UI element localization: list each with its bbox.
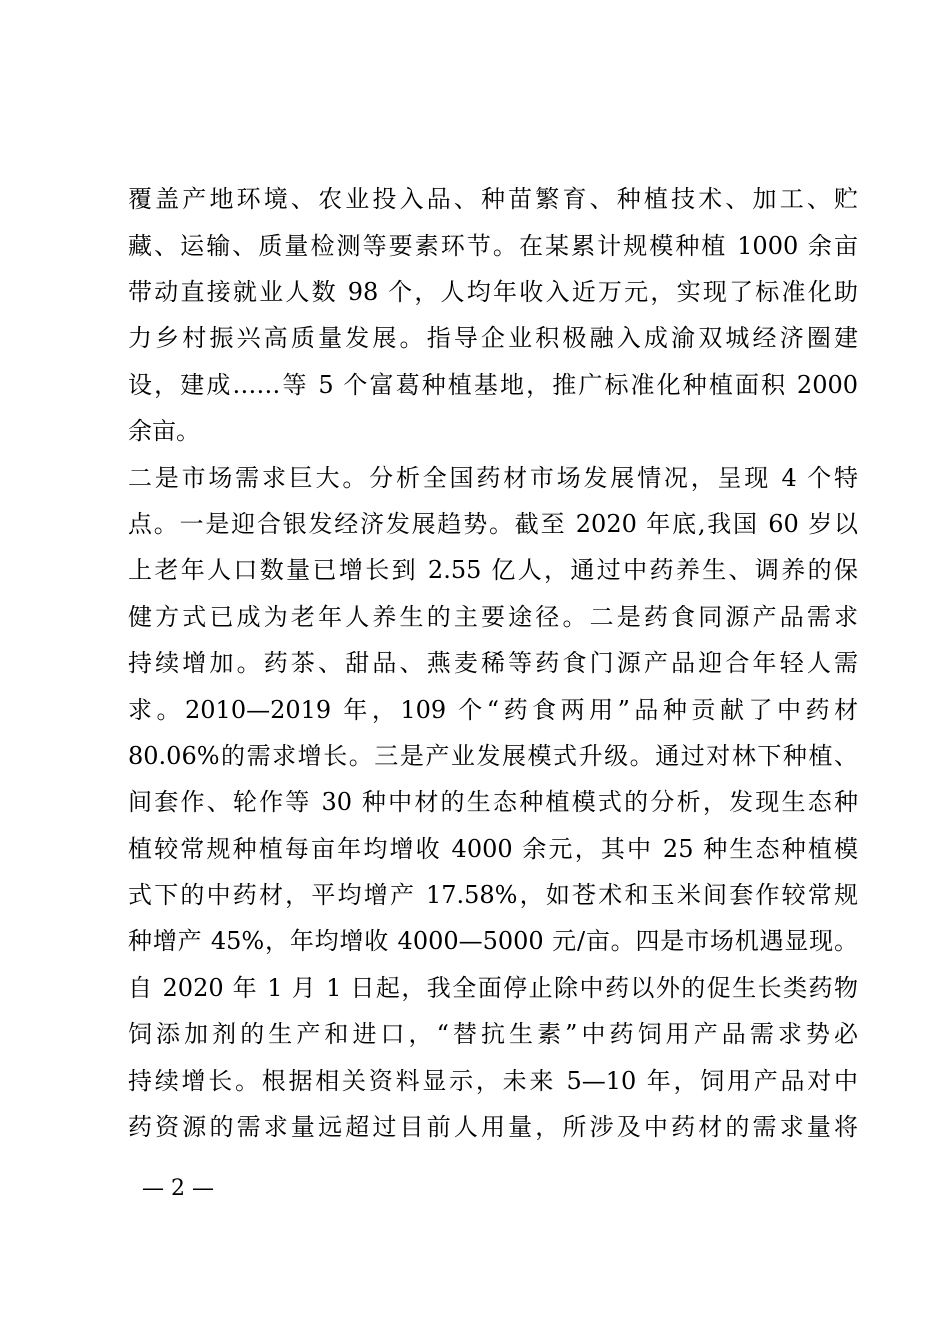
text-line: 80.06%的需求增长。三是产业发展模式升级。通过对林下种植、 — [128, 742, 858, 770]
text-line: 上老年人口数量已增长到 2.55 亿人，通过中药养生、调养的保 — [128, 556, 858, 584]
text-line: 二是市场需求巨大。分析全国药材市场发展情况，呈现 4 个特 — [128, 464, 858, 492]
text-line: 覆盖产地环境、农业投入品、种苗繁育、种植技术、加工、贮 — [128, 185, 858, 213]
text-line: 求。2010—2019 年，109 个“药食两用”品种贡献了中药材 — [128, 696, 858, 724]
page-number: — 2 — — [142, 1176, 214, 1201]
text-line: 种增产 45%，年均增收 4000—5000 元/亩。四是市场机遇显现。 — [128, 927, 858, 955]
text-line: 药资源的需求量远超过目前人用量，所涉及中药材的需求量将 — [128, 1113, 858, 1141]
text-line: 健方式已成为老年人养生的主要途径。二是药食同源产品需求 — [128, 603, 858, 631]
text-line: 饲添加剂的生产和进口，“替抗生素”中药饲用产品需求势必 — [128, 1020, 858, 1048]
text-line: 持续增长。根据相关资料显示，未来 5—10 年，饲用产品对中 — [128, 1067, 858, 1095]
text-line: 点。一是迎合银发经济发展趋势。截至 2020 年底,我国 60 岁以 — [128, 510, 858, 538]
text-line: 力乡村振兴高质量发展。指导企业积极融入成渝双城经济圈建 — [128, 324, 858, 352]
text-line: 持续增加。药茶、甜品、燕麦稀等药食门源产品迎合年轻人需 — [128, 649, 858, 677]
text-line: 自 2020 年 1 月 1 日起，我全面停止除中药以外的促生长类药物 — [128, 974, 858, 1002]
text-line: 带动直接就业人数 98 个，人均年收入近万元，实现了标准化助 — [128, 278, 858, 306]
text-line: 设，建成……等 5 个富葛种植基地，推广标准化种植面积 2000 — [128, 371, 858, 399]
text-line: 余亩。 — [128, 417, 200, 445]
text-line: 植较常规种植每亩年均增收 4000 余元，其中 25 种生态种植模 — [128, 835, 858, 863]
text-line: 间套作、轮作等 30 种中材的生态种植模式的分析，发现生态种 — [128, 788, 858, 816]
text-line: 藏、运输、质量检测等要素环节。在某累计规模种植 1000 余亩 — [128, 232, 858, 260]
text-line: 式下的中药材，平均增产 17.58%，如苍术和玉米间套作较常规 — [128, 881, 858, 909]
